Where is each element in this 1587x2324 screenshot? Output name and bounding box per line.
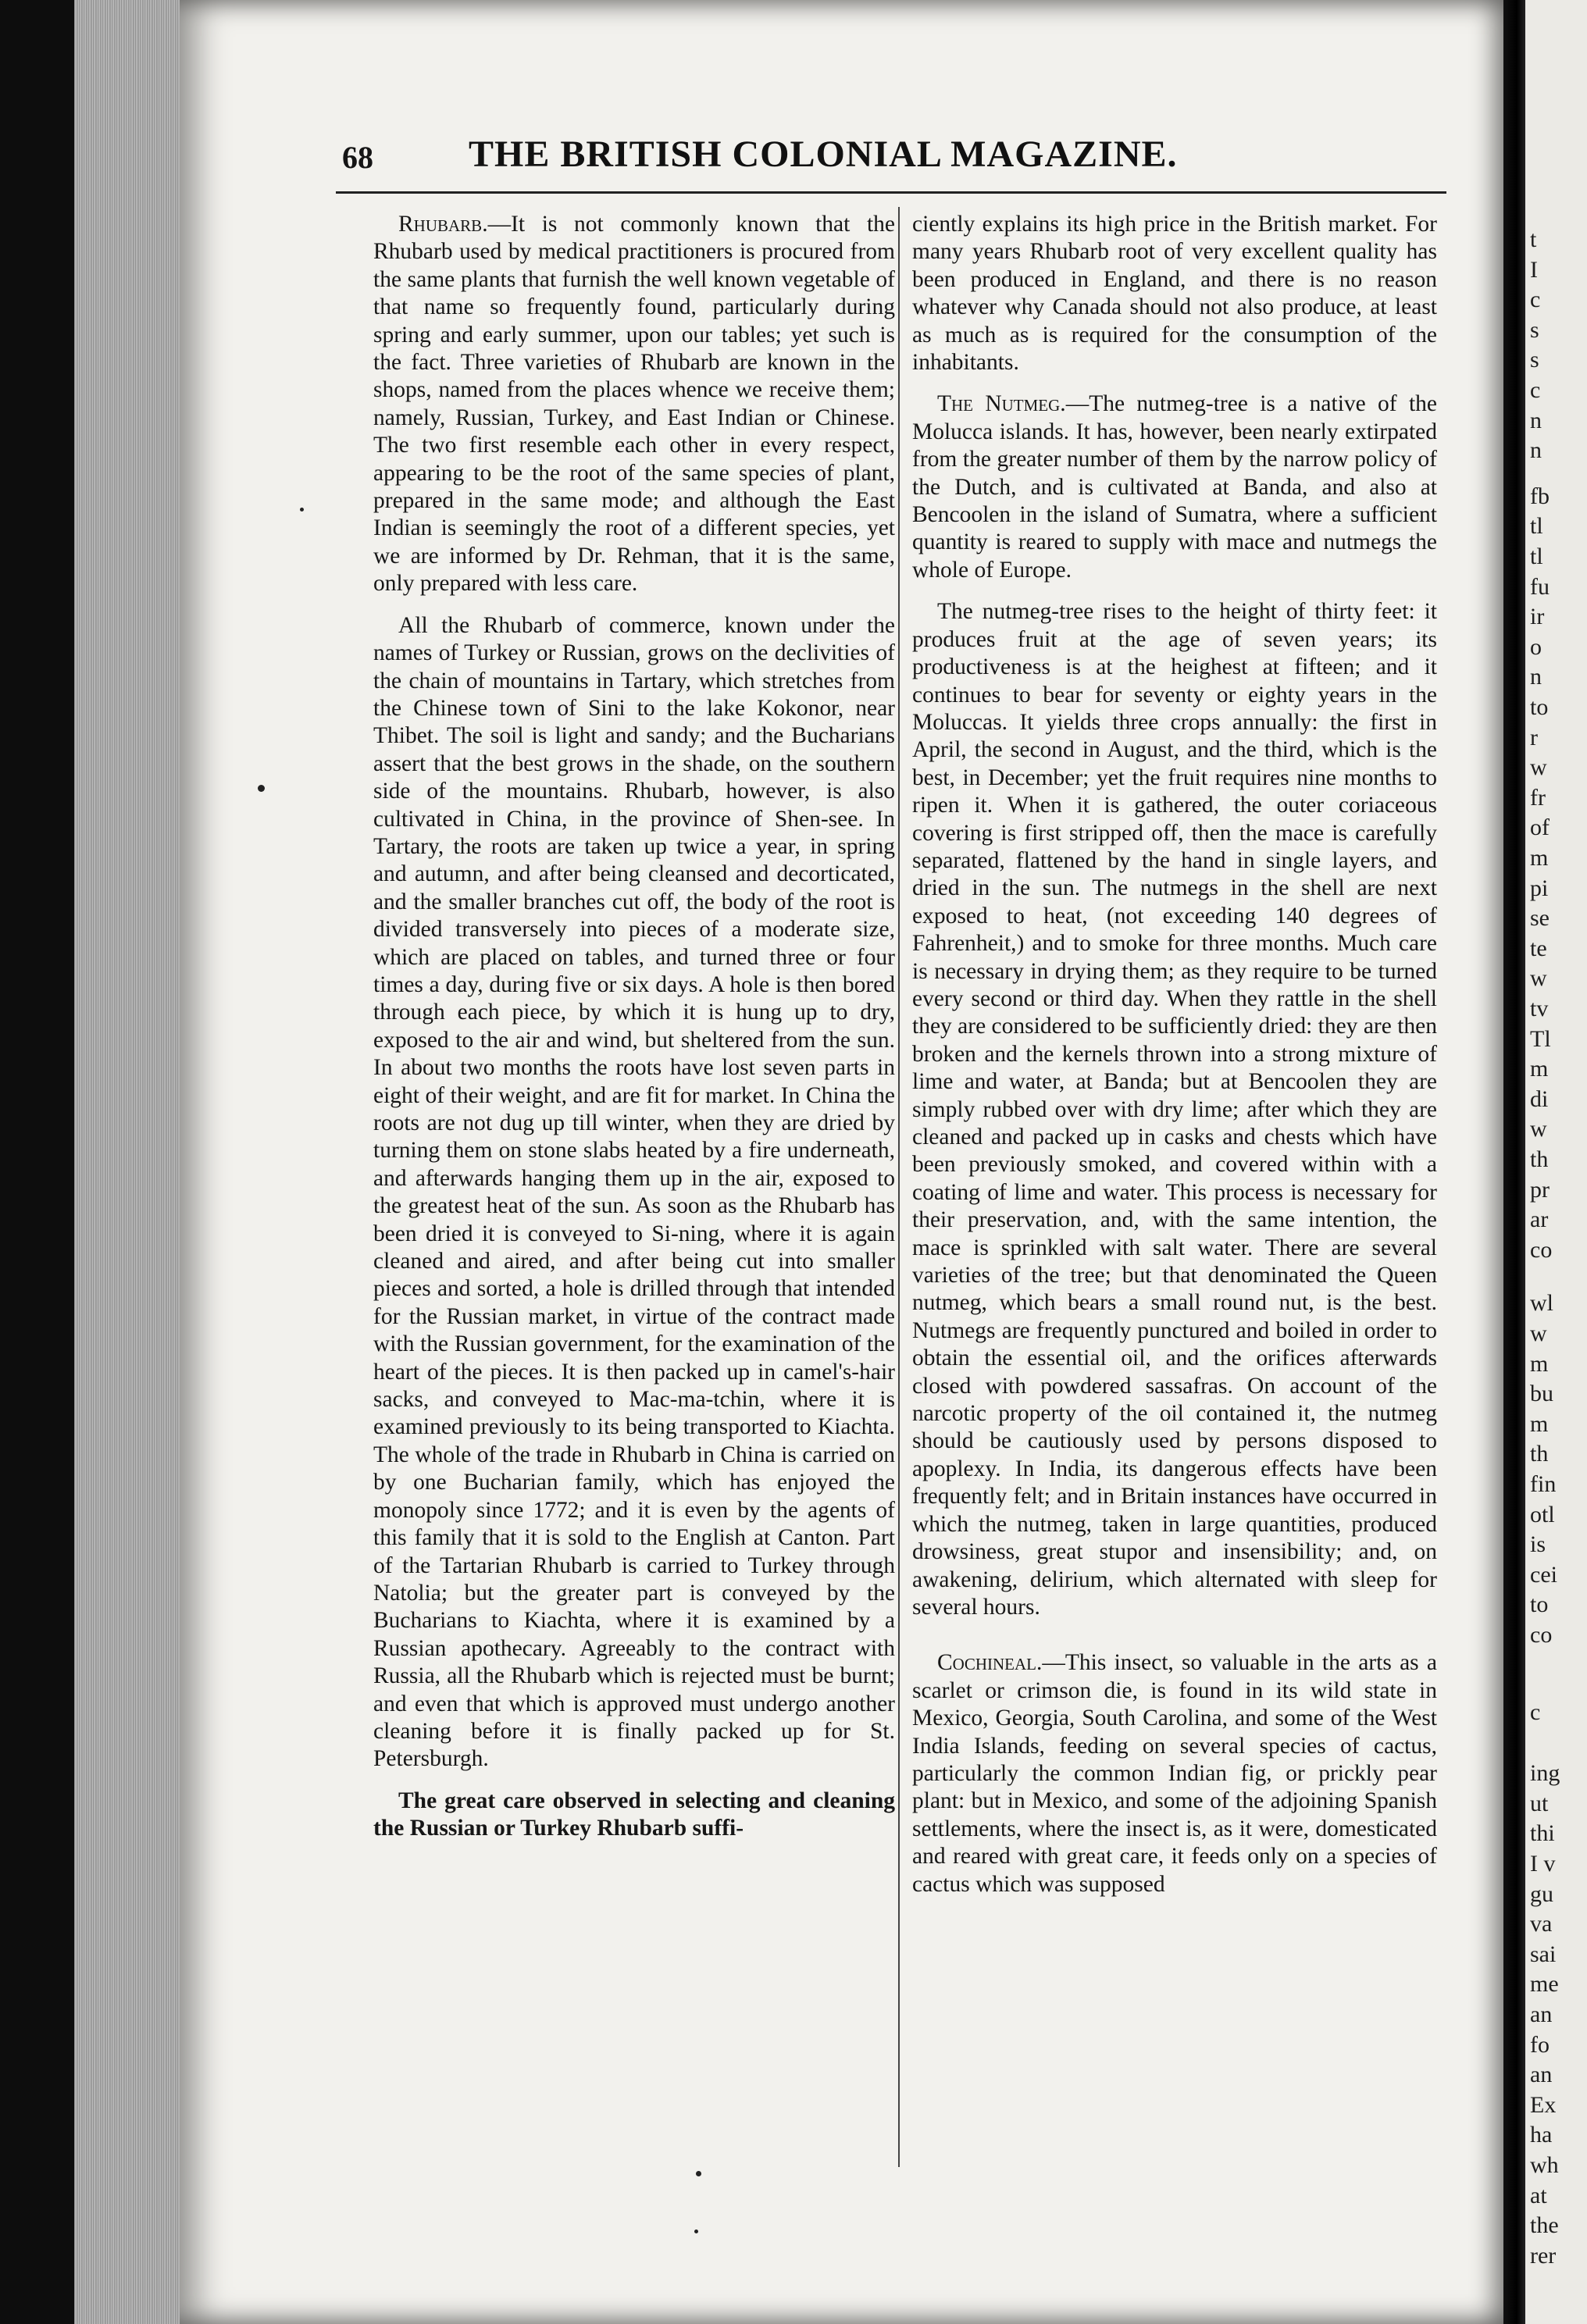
nutmeg-text: —The nutmeg-tree is a native of the Molucca islands. It has, however, been nearly extirpated from the greater number of them by the narrow policy of the Dutch, and is cultivated at Banda, and also at Bencoolen in the island of Sumatra, where a sufficient quantity is reared to supply with mace and nutmegs the whole of Europe. — [912, 391, 1437, 583]
next-page-text-fragment: th — [1530, 1441, 1549, 1467]
next-page-text-fragment: me — [1530, 1971, 1559, 1998]
next-page-text-fragment: n — [1530, 664, 1542, 690]
next-page-text-fragment: se — [1530, 905, 1550, 932]
column-divider — [898, 207, 900, 2167]
rhubarb-care-paragraph: The great care observed in selecting and cleaning the Russian or Turkey Rhubarb suffi- — [373, 1788, 895, 1841]
book-gutter — [1503, 0, 1525, 2324]
next-page-text-fragment: wh — [1530, 2152, 1559, 2178]
cochineal-heading: Cochineal. — [937, 1650, 1043, 1676]
next-page-text-fragment: ha — [1530, 2122, 1553, 2148]
next-page-text-fragment: m — [1530, 1350, 1549, 1377]
next-page-text-fragment: otl — [1530, 1501, 1555, 1527]
cochineal-paragraph — [912, 1649, 1437, 1898]
running-head: THE BRITISH COLONIAL MAGAZINE. — [469, 134, 1178, 175]
next-page-text-fragment: ing — [1530, 1760, 1560, 1787]
next-page-text-fragment: n — [1530, 407, 1542, 433]
next-page-text-fragment: of — [1530, 814, 1550, 841]
next-page-text-fragment: t — [1530, 226, 1537, 252]
next-page-text-fragment: th — [1530, 1146, 1549, 1172]
next-page-text-fragment: the — [1530, 2212, 1559, 2239]
next-page-text-fragment: bu — [1530, 1381, 1553, 1407]
next-page-text-fragment: cei — [1530, 1561, 1557, 1588]
next-page-text-fragment: an — [1530, 2062, 1553, 2088]
nutmeg-tree-paragraph: The nutmeg-tree rises to the height of thirty feet: it produces fruit at the age of seven years; its productiveness is at the heighest at fifteen; and it continues to bear for seventy or eighty years in the Moluccas. It yields three crops annually: the first in April, the second in August, and the third, which is the best, in December; yet the fruit requires nine months to ripen it. When it is gathered, the outer coriaceous covering is first stripped off, then the mace is carefully separated, flattened by the hand in single layers, and dried in the sun. The nutmegs in the shell are next exposed to heat, (not exceeding 140 degrees of Fahrenheit,) and to smoke for three months. Much care is necessary in drying them; as they require to be turned every second or third day. When they rattle in the shell they are considered to be sufficiently dried: they are then broken and the kernels thrown into a strong mixture of lime and water, at Banda; but at Bencoolen they are simply rubbed over with dry lime; after which they are cleaned and packed up in casks and chests which have been previously smoked, and covered within with a coating of lime and water. This process is necessary for their preservation, and, with the same intention, the mace is sprinkled with salt water. There are several varieties of the tree; but that denominated the Queen nutmeg, which bears a small round nut, is the best. Nutmegs are frequently punctured and boiled in order to obtain the essential oil, and the orifices afterwards closed with powdered sassafras. On account of the narcotic property of the oil contained it, the nutmeg should be cautiously used by persons disposed to apoplexy. In India, its dangerous effects have been frequently felt; and in Britain instances have occurred in which the nutmeg, taken in large quantities, produced drowsiness, great stupor and insensibility; and, on awakening, delirium, which alternated with sleep for several hours. — [912, 599, 1437, 1620]
next-page-text-fragment: w — [1530, 1321, 1547, 1346]
next-page-text-fragment: rer — [1530, 2242, 1557, 2269]
next-page-fragment — [1525, 0, 1587, 2324]
page-number: 68 — [342, 140, 373, 175]
next-page-text-fragment: I — [1530, 256, 1538, 283]
next-page-text-fragment: sai — [1530, 1941, 1557, 1967]
next-page-text-fragment: di — [1530, 1085, 1549, 1112]
next-page-text-fragment: to — [1530, 1592, 1549, 1618]
next-page-text-fragment: m — [1530, 845, 1549, 871]
next-page-text-fragment: co — [1530, 1236, 1553, 1263]
next-page-text-fragment: thi — [1530, 1820, 1555, 1847]
next-page-text-fragment: o — [1530, 633, 1542, 660]
next-page-text-fragment: c — [1530, 1698, 1541, 1725]
next-page-text-fragment: pi — [1530, 875, 1549, 901]
rhubarb-text: —It is not commonly known that the Rhubarb used by medical practitioners is procured from the same plants that furnish the well known vegetable of that name so frequently found, particularly during spring and early summer, upon our tables; yet such is the fact. Three varieties of Rhubarb are known in the shops, named from the places whence we receive them; namely, Russian, Turkey, and East Indian or Chinese. The two first resemble each other in every respect, appearing to be the root of the same species of plant, prepared in the same mode; and although the East Indian is seemingly the root of a different species, yet we are informed by Dr. Rehman, that it is the same, only prepared with less care. — [373, 212, 895, 597]
next-page-text-fragment: at — [1530, 2182, 1547, 2208]
next-page-text-fragment: fu — [1530, 573, 1550, 600]
next-page-text-fragment: fb — [1530, 483, 1550, 509]
book-page-edges — [74, 0, 191, 2324]
next-page-text-fragment: tl — [1530, 513, 1543, 540]
header-rule — [336, 191, 1446, 194]
next-page-text-fragment: tl — [1530, 544, 1543, 569]
next-page-text-fragment: c — [1530, 287, 1541, 313]
nutmeg-paragraph — [912, 390, 1437, 584]
next-page-text-fragment: an — [1530, 2001, 1553, 2027]
rhubarb-continuation: ciently explains its high price in the British market. For many years Rhubarb root of very excellent quality has been produced in England, and there is no reason whatever why Canada should not also produce, at least as much as is required for the consumption of the inhabitants. — [912, 212, 1437, 376]
next-page-text-fragment: fin — [1530, 1471, 1557, 1497]
next-page-text-fragment: I v — [1530, 1851, 1556, 1877]
left-column — [373, 211, 895, 1843]
next-page-text-fragment: Tl — [1530, 1025, 1551, 1052]
next-page-text-fragment: fo — [1530, 2031, 1550, 2058]
next-page-text-fragment: is — [1530, 1531, 1546, 1558]
next-page-text-fragment: pr — [1530, 1176, 1550, 1203]
next-page-text-fragment: s — [1530, 347, 1539, 373]
nutmeg-heading: The Nutmeg. — [937, 391, 1066, 417]
rhubarb-heading: Rhubarb. — [398, 212, 488, 237]
next-page-text-fragment: fr — [1530, 784, 1546, 811]
next-page-text-fragment: tv — [1530, 996, 1549, 1021]
next-page-text-fragment: ir — [1530, 604, 1545, 630]
next-page-text-fragment: gu — [1530, 1880, 1553, 1907]
rhubarb-commerce-paragraph: All the Rhubarb of commerce, known under the names of Turkey or Russian, grows on the declivities of the chain of mountains in Tartary, which stretches from the Chinese town of Sini to the lake Kokonor, near Thibet. The soil is light and sandy; and the Bucharians assert that the best grows in the shade, on the southern side of the mountains. Rhubarb, however, is also cultivated in China, in the province of Shen-see. In Tartary, the roots are taken up twice a year, in spring and autumn, and after being cleansed and decorticated, and the smaller branches cut off, the body of the root is divided transversely into pieces of a moderate size, which are placed on tables, and turned three or four times a day, during five or six days. A hole is then bored through each piece, by which it is hung up to dry, exposed to the air and wind, but sheltered from the sun. In about two months the roots have lost seven parts in eight of their weight, and are fit for market. In China the roots are not dug up till winter, when they are dried by turning them on stone slabs heated by a fire underneath, and afterwards hanging them up in the air, exposed to the greatest heat of the sun. As soon as the Rhubarb has been dried it is conveyed to Si-ning, where it is again cleaned and aired, and after being cut into smaller pieces and sorted, a hole is drilled through that intended for the Russian market, in virtue of the contract made with the Russian government, for the examination of the heart of the pieces. It is then packed up in camel's-hair sacks, and conveyed to Mac-ma-tchin, where it is examined previously to its being transported to Kiachta. The whole of the trade in Rhubarb in China is carried on by one Bucharian family, which has enjoyed the monopoly since 1772; and it is even by the agents of this family that it is sold to the English at Canton. Part of the Tartarian Rhubarb is carried to Turkey through Natolia; but the greater part is conveyed by the Bucharians to Kiachta, where it is examined by a Russian apothecary. Agreeably to the contract with Russia, all the Rhubarb which is rejected must be burnt; and even that which is approved must undergo another cleaning before it is finally packed up for St. Petersburgh. — [373, 612, 895, 1772]
next-page-text-fragment: m — [1530, 1056, 1549, 1082]
next-page-text-fragment: n — [1530, 437, 1542, 464]
next-page-text-fragment: s — [1530, 316, 1539, 343]
next-page-text-fragment: m — [1530, 1410, 1549, 1437]
next-page-text-fragment: w — [1530, 1116, 1547, 1142]
next-page-text-fragment: ar — [1530, 1207, 1549, 1233]
next-page-text-fragment: ut — [1530, 1790, 1549, 1816]
next-page-text-fragment: w — [1530, 754, 1547, 781]
next-page-text-fragment: va — [1530, 1911, 1553, 1937]
cochineal-text: —This insect, so valuable in the arts as a scarlet or crimson die, is found in its wild state in Mexico, Georgia, South Carolina, and some of the West India Islands, feeding on several species of cactus, particularly the common Indian fig, or prickly pear plant: but in Mexico, and some of the adjoining Spanish settlements, where the insect is, as it were, domesticated and reared with great care, it feeds only on a species of cactus which was supposed — [912, 1650, 1437, 1897]
next-page-text-fragment: Ex — [1530, 2091, 1557, 2118]
right-column — [912, 211, 1437, 1898]
next-page-text-fragment: co — [1530, 1622, 1553, 1648]
rhubarb-paragraph — [373, 211, 895, 598]
next-page-text-fragment: wl — [1530, 1290, 1553, 1317]
next-page-text-fragment: r — [1530, 724, 1538, 750]
next-page-text-fragment: c — [1530, 377, 1541, 403]
next-page-text-fragment: te — [1530, 935, 1547, 961]
next-page-text-fragment: to — [1530, 694, 1549, 720]
next-page-text-fragment: w — [1530, 965, 1547, 992]
